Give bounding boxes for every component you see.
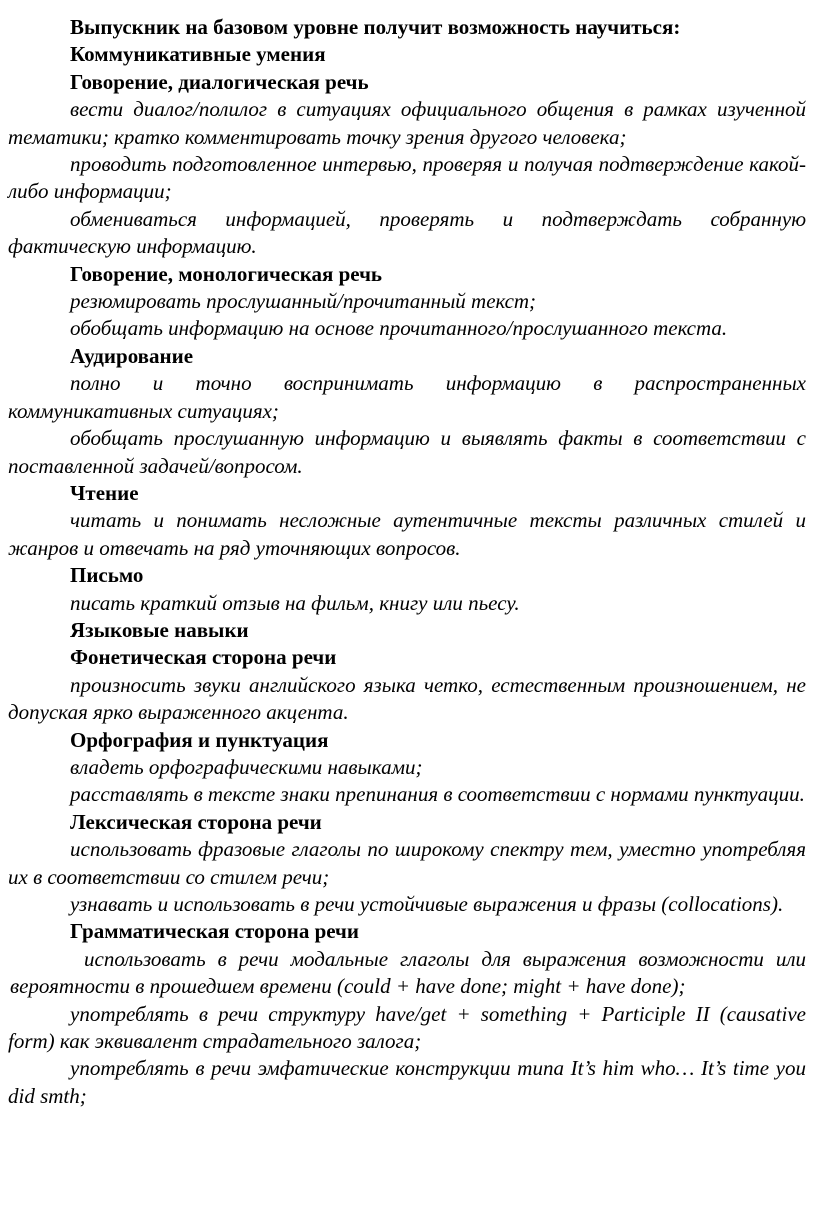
section-heading: Говорение, диалогическая речь <box>70 69 369 94</box>
skill-paragraph: узнавать и использовать в речи устойчивые выражения и фразы (collocations). <box>70 892 784 916</box>
section-heading: Выпускник на базовом уровне получит возможность научиться: <box>70 15 681 39</box>
section-heading: Орфография и пунктуация <box>70 727 329 752</box>
skill-paragraph: использовать в речи модальные глаголы для выражения возможности или вероятности в прошедшем времени (could + have done; might + have done); <box>10 946 806 999</box>
skill-paragraph: читать и понимать несложные аутентичные тексты различных стилей и жанров и отвечать на ряд уточняющих вопросов. <box>8 508 806 560</box>
skill-paragraph: писать краткий отзыв на фильм, книгу или пьесу. <box>70 590 520 615</box>
skill-paragraph: обмениваться информацией, проверять и подтверждать собранную фактическую информацию. <box>8 206 806 259</box>
section-heading: Письмо <box>70 563 144 588</box>
section-heading: Лексическая сторона речи <box>70 809 322 834</box>
section-heading: Говорение, монологическая речь <box>70 261 383 286</box>
skill-paragraph: расставлять в тексте знаки препинания в соответствии с нормами пунктуации. <box>70 782 805 807</box>
section-heading: Коммуникативные умения <box>70 42 326 67</box>
skill-paragraph: употреблять в речи эмфатические конструкции типа It’s him who… It’s time you did smth; <box>8 1056 806 1108</box>
skill-paragraph: полно и точно воспринимать информацию в распространенных коммуникативных ситуациях; <box>8 371 806 423</box>
section-heading: Фонетическая сторона речи <box>70 645 337 670</box>
skill-paragraph: резюмировать прослушанный/прочитанный текст; <box>70 289 537 314</box>
section-heading: Языковые навыки <box>70 617 249 642</box>
section-heading: Грамматическая сторона речи <box>70 919 359 944</box>
skill-paragraph: владеть орфографическими навыками; <box>70 754 423 779</box>
skill-paragraph: использовать фразовые глаголы по широкому спектру тем, уместно употребляя их в соответствии со стилем речи; <box>8 837 806 889</box>
section-heading: Аудирование <box>70 343 194 368</box>
skill-paragraph: проводить подготовленное интервью, проверяя и получая подтверждение какой-либо информации; <box>8 152 806 204</box>
document-page <box>8 14 806 1110</box>
section-heading: Чтение <box>70 480 139 505</box>
skill-paragraph: обобщать информацию на основе прочитанного/прослушанного текста. <box>70 316 728 341</box>
skill-paragraph: употреблять в речи структуру have/get + something + Participle II (causative form) как эквивалент страдательного залога; <box>8 1001 806 1054</box>
skill-paragraph: вести диалог/полилог в ситуациях официального общения в рамках изученной тематики; кратко комментировать точку зрения другого человека; <box>8 97 806 149</box>
skill-paragraph: обобщать прослушанную информацию и выявлять факты в соответствии с поставленной задачей/вопросом. <box>8 426 806 478</box>
skill-paragraph: произносить звуки английского языка четко, естественным произношением, не допуская ярко выраженного акцента. <box>8 672 806 725</box>
